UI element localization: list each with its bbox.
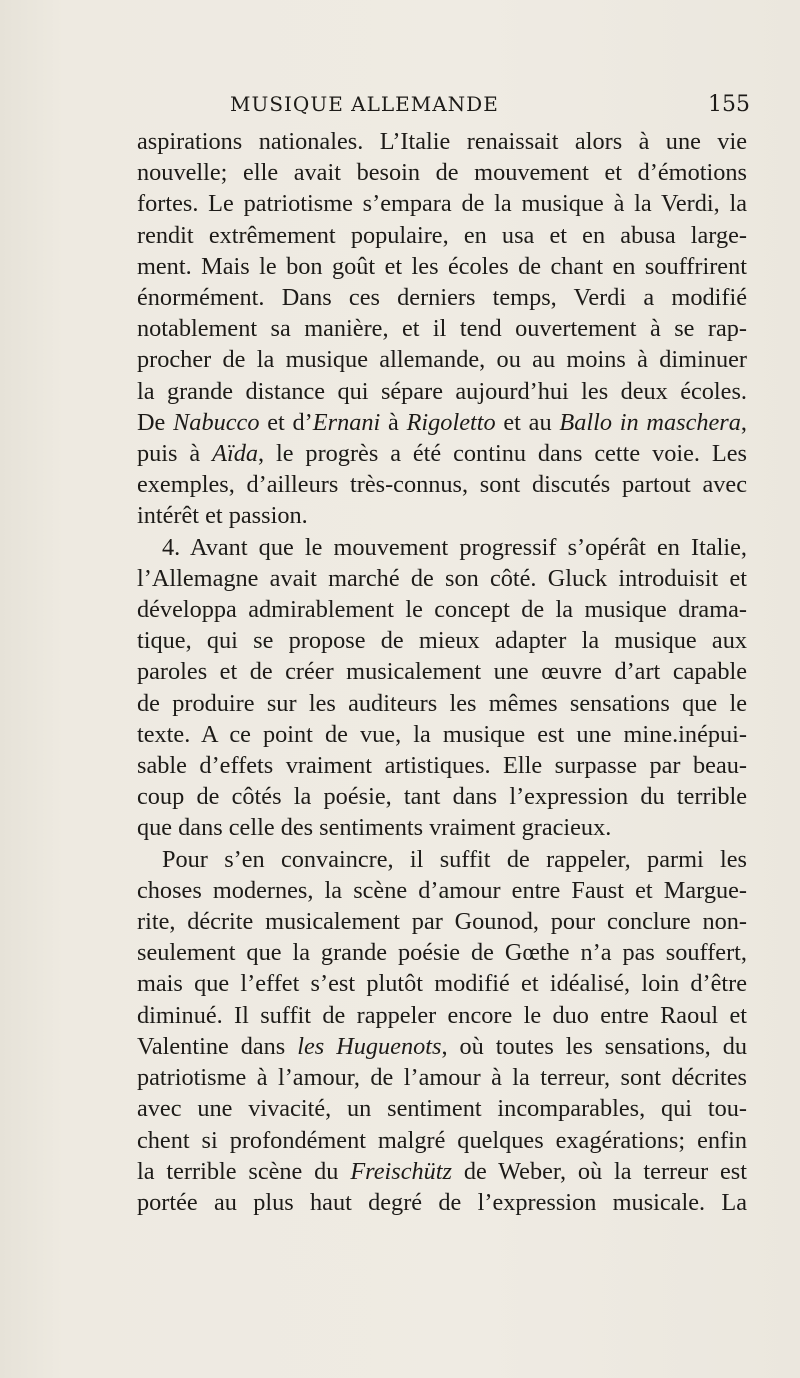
text-line: coup de côtés la poésie, tant dans l’expression du terrible (137, 783, 747, 811)
opera-title: Aïda (212, 440, 258, 468)
text-run: et au (495, 408, 560, 436)
opera-title: Rigoletto (406, 408, 496, 436)
text-line: diminué. Il suffit de rappeler encore le duo entre Raoul et (137, 1001, 747, 1029)
text-run: à (380, 408, 407, 436)
text-line: la grande distance qui sépare aujourd’hui les deux écoles. (137, 377, 747, 405)
opera-title: Freischütz (350, 1157, 452, 1185)
text-line (137, 407, 747, 438)
text-line (137, 1156, 747, 1187)
text-line: tique, qui se propose de mieux adapter la musique aux (137, 627, 747, 655)
text-line: sable d’effets vraiment artistiques. Elle surpasse par beau- (137, 752, 747, 780)
text-line: que dans celle des sentiments vraiment gracieux. (137, 814, 612, 842)
text-line: ment. Mais le bon goût et les écoles de chant en souffrirent (137, 252, 747, 280)
text-line: développa admirablement le concept de la musique drama- (137, 596, 747, 624)
text-line: de produire sur les auditeurs les mêmes sensations que le (137, 689, 747, 717)
text-line: procher de la musique allemande, ou au moins à diminuer (137, 346, 747, 374)
page-number: 155 (708, 92, 750, 117)
text-line: énormément. Dans ces derniers temps, Verdi a modifié (137, 284, 747, 312)
text-line: chent si profondément malgré quelques exagérations; enfin (137, 1126, 747, 1154)
text-line: l’Allemagne avait marché de son côté. Gluck introduisit et (137, 564, 747, 592)
text-line: nouvelle; elle avait besoin de mouvement et d’émotions (137, 159, 747, 187)
text-run: , où toutes les sensations, du (441, 1032, 747, 1060)
text-line (137, 438, 747, 469)
opera-title: Ernani (312, 408, 381, 436)
text-run: puis à (137, 440, 213, 468)
opera-title: les Huguenots (297, 1032, 442, 1060)
text-run: Valentine dans (137, 1032, 298, 1060)
text-line: choses modernes, la scène d’amour entre Faust et Margue- (137, 876, 747, 904)
body-text (137, 126, 747, 1218)
opera-title: Ballo in maschera (559, 408, 741, 436)
running-head (130, 92, 750, 122)
text-line: avec une vivacité, un sentiment incomparables, qui tou- (137, 1095, 747, 1123)
text-line: intérêt et passion. (137, 502, 308, 530)
text-line: portée au plus haut degré de l’expression musicale. La (137, 1188, 747, 1216)
text-line: aspirations nationales. L’Italie renaissait alors à une vie (137, 128, 747, 155)
running-title: MUSIQUE ALLEMANDE (230, 92, 499, 116)
text-line: paroles et de créer musicalement une œuvre d’art capable (137, 658, 747, 686)
text-line: Pour s’en convaincre, il suffit de rappeler, parmi les (162, 845, 747, 873)
text-line (137, 1031, 747, 1062)
text-run: et d’ (259, 408, 313, 436)
text-run: De (137, 408, 174, 436)
text-line: 4. Avant que le mouvement progressif s’opérât en Italie, (162, 533, 747, 561)
opera-title: Nabucco (173, 408, 260, 436)
text-line: texte. A ce point de vue, la musique est une mine.inépui- (137, 720, 747, 748)
text-run: la terrible scène du (137, 1157, 351, 1185)
text-line: patriotisme à l’amour, de l’amour à la terreur, sont décrites (137, 1064, 747, 1092)
text-line: seulement que la grande poésie de Gœthe n’a pas souffert, (137, 939, 747, 967)
text-line: exemples, d’ailleurs très-connus, sont discutés partout avec (137, 471, 747, 499)
text-line: notablement sa manière, et il tend ouvertement à se rap- (137, 315, 747, 343)
text-run: , (740, 408, 747, 436)
text-run: de Weber, où la terreur est (452, 1157, 747, 1185)
text-line: fortes. Le patriotisme s’empara de la musique à la Verdi, la (137, 190, 747, 218)
text-line: rendit extrêmement populaire, en usa et en abusa large- (137, 221, 747, 249)
text-line: rite, décrite musicalement par Gounod, pour conclure non- (137, 908, 747, 936)
text-line: mais que l’effet s’est plutôt modifié et idéalisé, loin d’être (137, 970, 747, 998)
text-run: , le progrès a été continu dans cette voie. Les (258, 440, 747, 468)
